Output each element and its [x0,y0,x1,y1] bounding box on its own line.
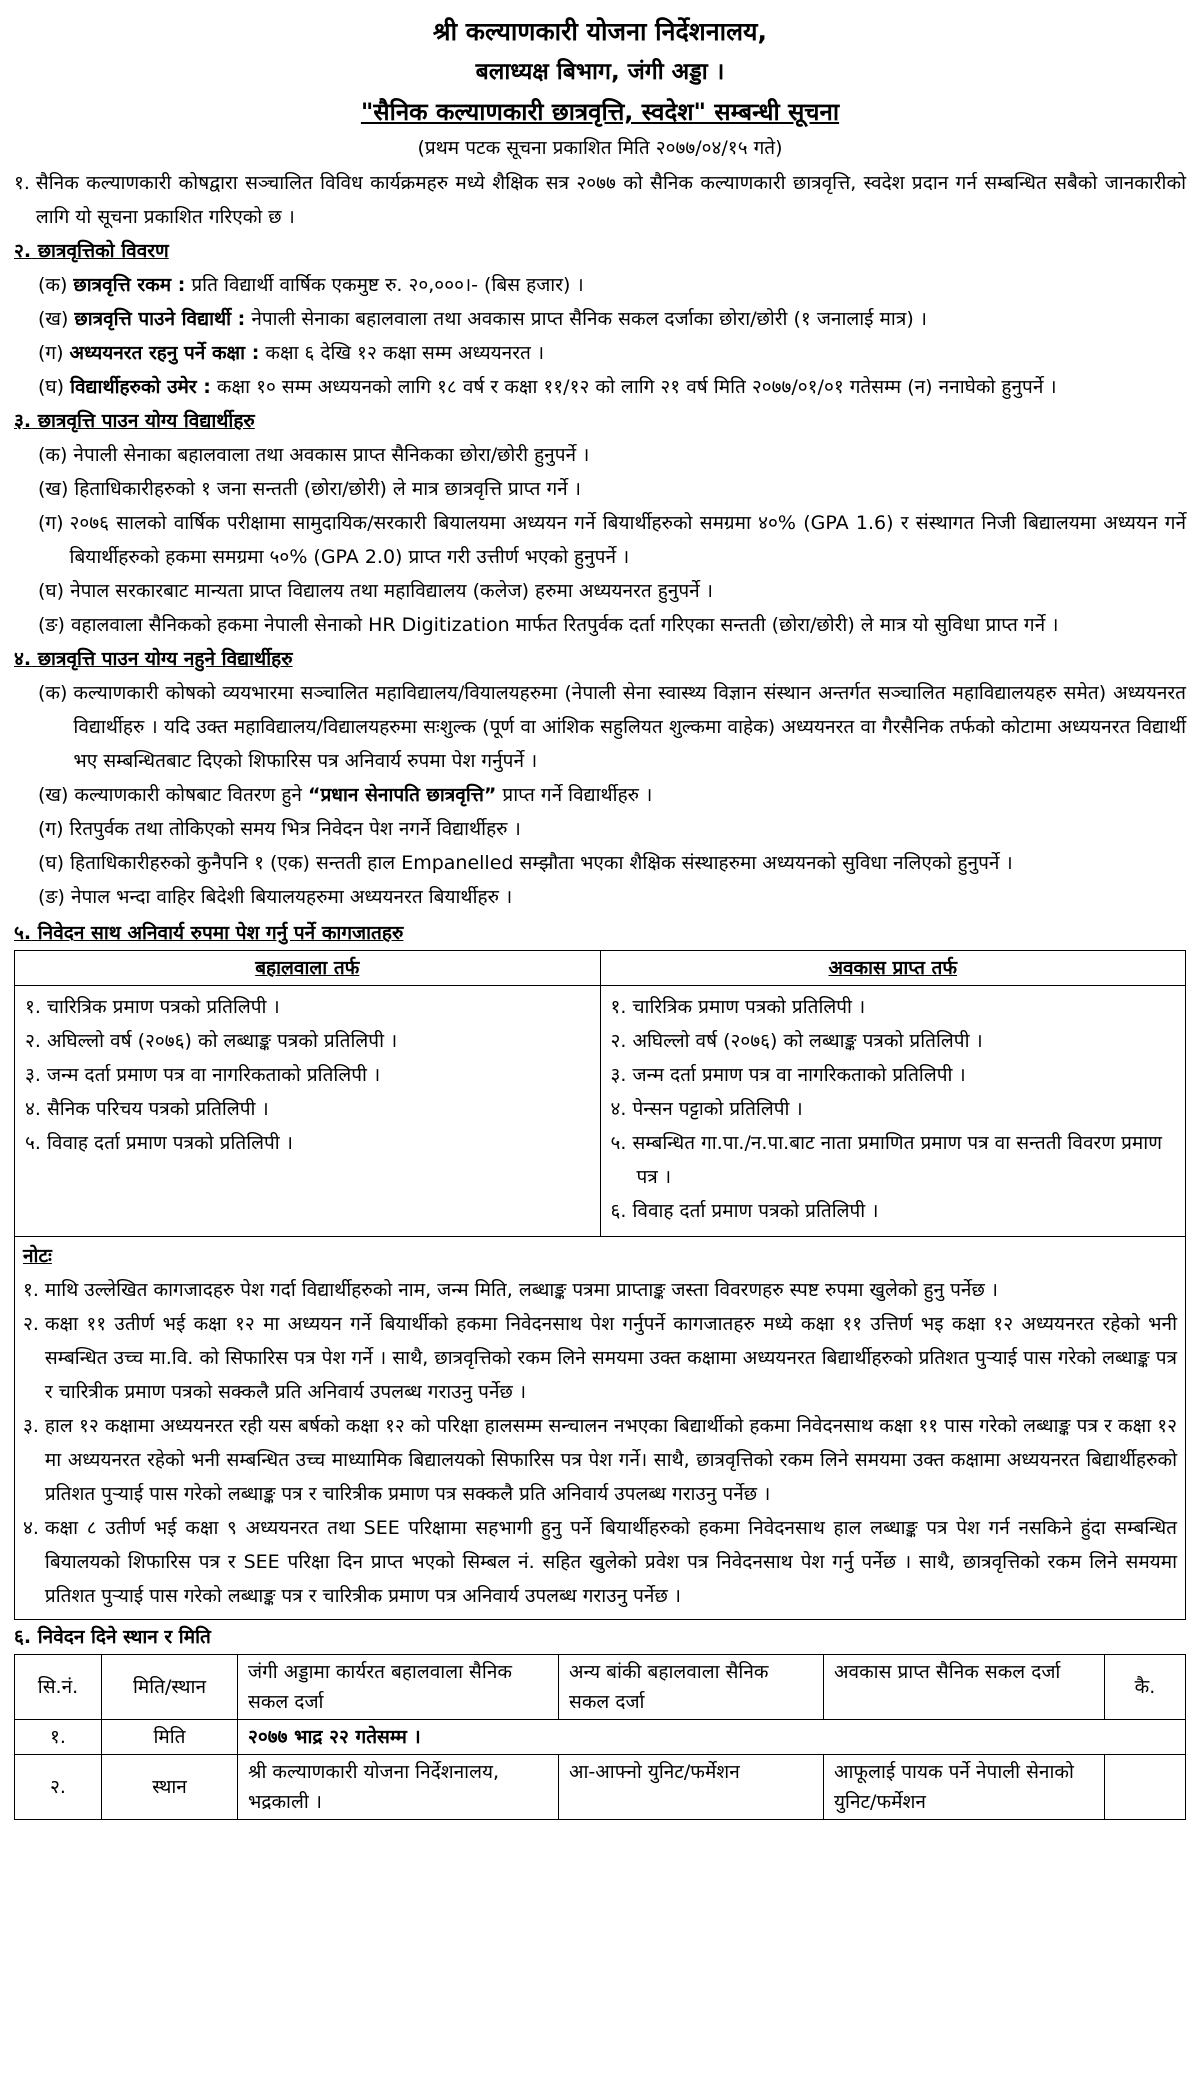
section-2-title [14,234,1186,268]
section-2-item [14,370,1186,404]
header-sn: सि.नं. [15,1655,102,1720]
intro-number: १. [14,172,30,194]
item-text: २०७६ सालको वार्षिक परीक्षामा सामुदायिक/सरकारी बियालयमा अध्ययन गर्ने बियार्थीहरुको समग्रमा ४०% (GPA 1.6) र संस्थागत निजी बिद्यालयमा अध्ययन गर्ने बियार्थीहरुको हकमा समग्रमा ५०% (GPA 2.0) प्राप्त गरी उत्तीर्ण भएको हुनुपर्ने । [69,512,1186,568]
publication-date: (प्रथम पटक सूचना प्रकाशित मिति २०७७/०४/१५ गते) [417,137,783,159]
section-4-number: ४. [14,648,32,670]
documents-table [14,950,1186,1237]
note-marker: ३. [23,1415,39,1437]
item-label: छात्रवृत्ति रकम : [73,274,186,296]
section-3-list [14,438,1186,642]
note-text: कक्षा ८ उतीर्ण भई कक्षा ९ अध्ययनरत तथा SEE परिक्षामा सहभागी हुनु पर्ने बियार्थीहरुको हकमा निवेदनसाथ हाल लब्धाङ्क पत्र पेश गर्न नसकिने हुंदा सम्बन्धित बियालयको शिफारिस पत्र र SEE परिक्षा दिन प्राप्त भएको सिम्बल नं. सहित खुलेको प्रवेश पत्र निवेदनसाथ पेश गर्नु पर्नेछ । साथै, छात्रवृत्तिको रकम लिने समयमा प्रतिशत पुऱ्याई पास गरेको लब्धाङ्क पत्र र चारित्रीक प्रमाण पत्र अनिवार्य उपलब्ध गराउनु पर्नेछ । [44,1517,1177,1607]
item-marker: (ख) [38,784,69,806]
header-jangi-adda: जंगी अड्डामा कार्यरत बहालवाला सैनिक सकल दर्जा [238,1655,559,1720]
item-content [73,268,1186,302]
notes-title: नोटः [23,1245,52,1267]
section-5-heading: निवेदन साथ अनिवार्य रुपमा पेश गर्नु पर्ने कागजातहरु [37,922,404,944]
document-item: २. अघिल्लो वर्ष (२०७६) को लब्धाङ्क पत्रको प्रतिलिपी । [610,1030,983,1052]
office-name: श्री कल्याणकारी योजना निर्देशनालय, [432,17,768,46]
header-retired: अवकास प्राप्त सैनिक सकल दर्जा [824,1655,1105,1720]
item-label: विद्यार्थीहरुको उमेर : [70,376,211,398]
note-text: कक्षा ११ उतीर्ण भई कक्षा १२ मा अध्ययन गर्ने बियार्थीको हकमा निवेदनसाथ पेश गर्नुपर्ने कागजातहरु मध्ये कक्षा ११ उत्तिर्ण भइ कक्षा १२ अध्ययनरत रहेको भनी सम्बन्धित उच्च मा.वि. को सिफारिस पत्र पेश गर्ने । साथै, छात्रवृत्तिको रकम लिने समयमा उक्त कक्षामा अध्ययनरत बिद्यार्थीहरुको प्रतिशत पुऱ्याई पास गरेको लब्धाङ्क पत्र र चारित्रीक प्रमाण पत्रको सक्कलै प्रति अनिवार्य उपलब्ध गराउनु पर्नेछ । [44,1313,1177,1403]
item-text-pre: कल्याणकारी कोषबाट वितरण हुने [74,784,308,806]
item-label: अध्ययनरत रहनु पर्ने कक्षा : [69,342,260,364]
section-3-item [14,472,1186,506]
section-4-item [14,812,1186,846]
item-marker: (घ) [38,580,65,602]
notice-header [14,12,1186,164]
document-item: ३. जन्म दर्ता प्रमाण पत्र वा नागरिकताको प्रतिलिपी । [25,1064,381,1086]
note-marker: ४. [23,1517,39,1539]
row2-sn: २. [15,1755,102,1820]
document-item: ४. सैनिक परिचय पत्रको प्रतिलिपी । [25,1098,269,1120]
section-4-item [14,880,1186,914]
section-2-list [14,268,1186,404]
item-marker: (ग) [38,512,64,534]
note-text: हाल १२ कक्षामा अध्ययनरत रही यस बर्षको कक्षा १२ को परिक्षा हालसम्म सन्चालन नभएका बिद्यार्थीको हकमा निवेदनसाथ कक्षा ११ पास गरेको लब्धाङ्क पत्र र कक्षा १२ मा अध्ययनरत रहेको भनी सम्बन्धित उच्च माध्यामिक बिद्यालयको सिफारिस पत्र पेश गर्ने। साथै, छात्रवृत्तिको रकम लिने समयमा उक्त कक्षामा अध्ययनरत बिद्यार्थीहरुको प्रतिशत पुऱ्याई पास गरेको लब्धाङ्क पत्र र चारित्रीक प्रमाण पत्र सक्कलै प्रति अनिवार्य उपलब्ध गराउनु पर्नेछ । [44,1415,1177,1505]
item-marker: (घ) [38,852,65,874]
section-6-number: ६. [14,1626,32,1648]
section-3-item [14,506,1186,574]
item-text-bold: “प्रधान सेनापति छात्रवृत्ति” [308,784,497,806]
note-marker: १. [23,1279,39,1301]
item-marker: (ग) [38,342,64,364]
item-text: प्रति विद्यार्थी वार्षिक एकमुष्ट रु. २०,०००।- (बिस हजार) । [191,274,584,296]
item-text-post: प्राप्त गर्ने विद्यार्थीहरु । [496,784,653,806]
row1-type: मिति [102,1720,238,1755]
section-6-heading: निवेदन दिने स्थान र मिति [37,1626,211,1648]
note-item [23,1273,1177,1307]
document-item: २. अघिल्लो वर्ष (२०७६) को लब्धाङ्क पत्रको प्रतिलिपी । [25,1030,398,1052]
item-text: कल्याणकारी कोषको व्ययभारमा सञ्चालित महाविद्यालय/वियालयहरुमा (नेपाली सेना स्वास्थ्य विज्ञान संस्थान अन्तर्गत सञ्चालित महाविद्यालयहरु समेत) अध्ययनरत विद्यार्थीहरु । यदि उक्त महाविद्यालय/विद्यालयहरुमा सःशुल्क (पूर्ण वा आंशिक सहुलियत शुल्कमा वाहेक) अध्ययनरत वा गैरसैनिक तर्फको कोटामा अध्ययनरत विद्यार्थी भए सम्बन्धितबाट दिएको शिफारिस पत्र अनिवार्य रुपमा पेश गर्नुपर्ने । [73,682,1186,772]
item-marker: (क) [38,274,68,296]
serving-documents-list [15,986,601,1237]
item-marker: (ख) [38,308,69,330]
note-item [23,1307,1177,1409]
item-marker: (घ) [38,376,65,398]
section-3-heading: छात्रवृत्ति पाउन योग्य विद्यार्थीहरु [37,410,255,432]
row1-sn: १. [15,1720,102,1755]
section-4-item [14,846,1186,880]
header-other-serving: अन्य बांकी बहालवाला सैनिक सकल दर्जा [559,1655,824,1720]
row2-other-serving-place: आ-आफ्नो युनिट/फर्मेशन [559,1755,824,1820]
section-5-title [14,916,1186,950]
section-4-title [14,642,1186,676]
serving-column-header: बहालवाला तर्फ [15,951,601,986]
section-2-number: २. [14,240,32,262]
item-content [74,302,1186,336]
section-3-item [14,438,1186,472]
document-item: १. चारित्रिक प्रमाण पत्रको प्रतिलिपी । [610,996,866,1018]
intro-text: सैनिक कल्याणकारी कोषद्वारा सञ्चालित विविध कार्यक्रमहरु मध्ये शैक्षिक सत्र २०७७ को सैनिक कल्याणकारी छात्रवृत्ति, स्वदेश प्रदान गर्न सम्बन्धित सबैको जानकारीको लागि यो सूचना प्रकाशित गरिएको छ । [35,172,1186,228]
notes-box [14,1237,1186,1620]
section-4-item [14,676,1186,778]
item-content [70,370,1186,404]
section-4-heading: छात्रवृत्ति पाउन योग्य नहुने विद्यार्थीहरु [37,648,293,670]
document-item: ५. सम्बन्धित गा.पा./न.पा.बाट नाता प्रमाणित प्रमाण पत्र वा सन्तती विवरण प्रमाण पत्र । [610,1132,1162,1188]
row1-deadline: २०७७ भाद्र २२ गतेसम्म । [238,1720,1186,1755]
item-text: नेपाली सेनाका बहालवाला तथा अवकास प्राप्त सैनिकका छोरा/छोरी हुनुपर्ने । [73,444,590,466]
document-item: ५. विवाह दर्ता प्रमाण पत्रको प्रतिलिपी । [25,1132,293,1154]
header-date-place: मिति/स्थान [102,1655,238,1720]
section-5-number: ५. [14,922,32,944]
retired-documents-list [600,986,1186,1237]
item-text: नेपाली सेनाका बहालवाला तथा अवकास प्राप्त सैनिक सकल दर्जाका छोरा/छोरी (१ जनालाई मात्र) । [251,308,927,330]
row2-jangi-adda-place: श्री कल्याणकारी योजना निर्देशनालय, भद्रकाली । [238,1755,559,1820]
retired-column-header: अवकास प्राप्त तर्फ [600,951,1186,986]
section-4-item [14,778,1186,812]
section-4-list [14,676,1186,914]
item-text: नेपाल भन्दा वाहिर बिदेशी बियालयहरुमा अध्ययनरत बियार्थीहरु । [70,886,513,908]
section-2-item [14,268,1186,302]
note-item [23,1511,1177,1613]
notice-title: "सैनिक कल्याणकारी छात्रवृत्ति, स्वदेश" सम्बन्धी सूचना [360,98,840,126]
row2-retired-place: आफूलाई पायक पर्ने नेपाली सेनाको युनिट/फर्मेशन [824,1755,1105,1820]
item-text: कक्षा १० सम्म अध्ययनको लागि १८ वर्ष र कक्षा ११/१२ को लागि २१ वर्ष मिति २०७७/०१/०१ गतेसम्म (न) ननाघेको हुनुपर्ने । [216,376,1057,398]
item-text: हिताधिकारीहरुको १ जना सन्तती (छोरा/छोरी) ले मात्र छात्रवृत्ति प्राप्त गर्ने । [74,478,581,500]
item-text: हिताधिकारीहरुको कुनैपनि १ (एक) सन्तती हाल Empanelled सम्झौता भएका शैक्षिक संस्थाहरुमा अध्ययनको सुविधा नलिएको हुनुपर्ने । [70,852,1013,874]
section-3-number: ३. [14,410,32,432]
section-3-item [14,574,1186,608]
note-text: माथि उल्लेखित कागजादहरु पेश गर्दा विद्यार्थीहरुको नाम, जन्म मिति, लब्धाङ्क पत्रमा प्राप्ताङ्क जस्ता विवरणहरु स्पष्ट रुपमा खुलेको हुनु पर्नेछ । [44,1279,999,1301]
item-content [70,336,1186,370]
item-marker: (ग) [38,818,64,840]
item-text: वहालवाला सैनिकको हकमा नेपाली सेनाको HR Digitization मार्फत रितपुर्वक दर्ता गरिएका सन्तती (छोरा/छोरी) ले मात्र यो सुविधा प्राप्त गर्ने । [70,614,1059,636]
item-text: कक्षा ६ देखि १२ कक्षा सम्म अध्ययनरत । [265,342,545,364]
document-item: ४. पेन्सन पट्टाको प्रतिलिपी । [610,1098,803,1120]
item-text: रितपुर्वक तथा तोकिएको समय भित्र निवेदन पेश नगर्ने विद्यार्थीहरु । [69,818,521,840]
header-remarks: कै. [1105,1655,1186,1720]
item-content [74,778,1186,812]
item-label: छात्रवृत्ति पाउने विद्यार्थी : [74,308,246,330]
item-marker: (ङ) [38,886,65,908]
department-name: बलाध्यक्ष बिभाग, जंगी अड्डा । [475,59,725,85]
section-3-title [14,404,1186,438]
section-6-title [14,1620,1186,1654]
submission-table [14,1654,1186,1820]
note-item [23,1409,1177,1511]
item-marker: (ख) [38,478,69,500]
intro-paragraph [14,166,1186,234]
item-marker: (क) [38,682,68,704]
item-text: नेपाल सरकारबाट मान्यता प्राप्त विद्यालय तथा महाविद्यालय (कलेज) हरुमा अध्ययनरत हुनुपर्ने । [70,580,713,602]
item-marker: (क) [38,444,68,466]
section-2-item [14,336,1186,370]
section-2-item [14,302,1186,336]
row2-remarks [1105,1755,1186,1820]
document-item: ३. जन्म दर्ता प्रमाण पत्र वा नागरिकताको प्रतिलिपी । [610,1064,966,1086]
row2-type: स्थान [102,1755,238,1820]
section-2-heading: छात्रवृत्तिको विवरण [37,240,169,262]
section-3-item [14,608,1186,642]
document-item: १. चारित्रिक प्रमाण पत्रको प्रतिलिपी । [25,996,280,1018]
item-marker: (ङ) [38,614,65,636]
document-item: ६. विवाह दर्ता प्रमाण पत्रको प्रतिलिपी । [610,1200,879,1222]
note-marker: २. [23,1313,39,1335]
notes-list [23,1273,1177,1613]
